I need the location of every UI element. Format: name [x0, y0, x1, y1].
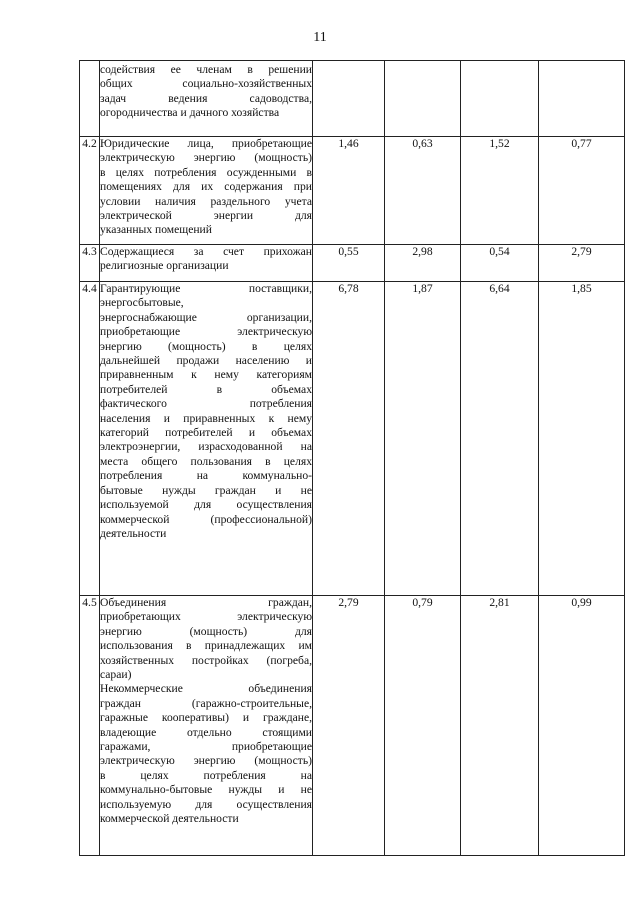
description-line: электрическую энергию (мощность) — [100, 151, 312, 165]
tariff-value: 0,63 — [385, 137, 461, 245]
description-line: Некоммерческие объединения — [100, 682, 312, 696]
consumer-description — [100, 137, 313, 245]
tariff-value: 2,79 — [539, 245, 625, 282]
description-line: населения и приравненных к нему — [100, 411, 312, 425]
row-number — [80, 61, 100, 137]
description-line: приобретающие электрическую — [100, 325, 312, 339]
tariff-value: 1,87 — [385, 282, 461, 596]
description-line: владеющие отдельно стоящими — [100, 725, 312, 739]
description-line: использования в принадлежащих им — [100, 639, 312, 653]
description-line: граждан (гаражно-строительные, — [100, 696, 312, 710]
description-line: электрической энергии для — [100, 209, 312, 223]
consumer-description — [100, 245, 313, 282]
description-line: задач ведения садоводства, — [100, 91, 312, 105]
tariff-value: 1,52 — [461, 137, 539, 245]
tariff-value: 2,98 — [385, 245, 461, 282]
description-line: указанных помещений — [100, 223, 212, 237]
consumer-description — [100, 61, 313, 137]
consumer-description — [100, 282, 313, 596]
description-line: коммерческой деятельности — [100, 812, 239, 826]
description-line: дальнейшей продажи населению и — [100, 354, 312, 368]
description-line: Юридические лица, приобретающие — [100, 137, 312, 150]
description-line: категорий потребителей и объемах — [100, 426, 312, 440]
description-line: приобретающих электрическую — [100, 610, 312, 624]
tariff-table — [79, 60, 625, 856]
row-number: 4.4 — [80, 282, 100, 596]
description-line: используемой для осуществления — [100, 498, 312, 512]
description-line: условии наличия раздельного учета — [100, 194, 312, 208]
tariff-value: 1,85 — [539, 282, 625, 596]
description-line: Содержащиеся за счет прихожан — [100, 245, 312, 258]
page-number: 11 — [313, 30, 327, 45]
description-line: гаражные кооперативы) и граждане, — [100, 711, 312, 725]
table-row — [80, 596, 625, 856]
description-line: помещениях для их содержания при — [100, 180, 312, 194]
description-line: используемую для осуществления — [100, 797, 312, 811]
table-row — [80, 137, 625, 245]
description-line: общих социально-хозяйственных — [100, 77, 312, 91]
description-line: потребления на коммунально- — [100, 469, 312, 483]
description-line: электроэнергии, израсходованной на — [100, 440, 312, 454]
tariff-value: 6,78 — [313, 282, 385, 596]
description-line: энергию (мощность) для — [100, 624, 312, 638]
description-line: энергию (мощность) в целях — [100, 339, 312, 353]
tariff-value — [313, 61, 385, 137]
description-line: деятельности — [100, 526, 167, 540]
description-line: хозяйственных постройках (погреба, — [100, 653, 312, 667]
row-number: 4.3 — [80, 245, 100, 282]
row-number: 4.5 — [80, 596, 100, 856]
tariff-value: 0,54 — [461, 245, 539, 282]
description-line: сараи) — [100, 668, 132, 682]
description-line: гаражами, приобретающие — [100, 740, 312, 754]
consumer-description — [100, 596, 313, 856]
description-line: энергоснабжающие организации, — [100, 310, 312, 324]
tariff-value: 0,99 — [539, 596, 625, 856]
description-line: огородничества и дачного хозяйства — [100, 106, 280, 120]
description-line: электрическую энергию (мощность) — [100, 754, 312, 768]
tariff-value: 1,46 — [313, 137, 385, 245]
tariff-value — [385, 61, 461, 137]
description-line: фактического потребления — [100, 397, 312, 411]
row-number: 4.2 — [80, 137, 100, 245]
tariff-value: 0,77 — [539, 137, 625, 245]
tariff-value — [539, 61, 625, 137]
description-line: бытовые нужды граждан и не — [100, 483, 312, 497]
description-line: места общего пользования в целях — [100, 454, 312, 468]
description-line: приравненным к нему категориям — [100, 368, 312, 382]
table-row — [80, 61, 625, 137]
description-line: Объединения граждан, — [100, 596, 312, 609]
description-line: в целях потребления осужденными в — [100, 165, 312, 179]
description-line: коммерческой (профессиональной) — [100, 512, 312, 526]
table-row — [80, 245, 625, 282]
table-row — [80, 282, 625, 596]
description-line: в целях потребления на — [100, 768, 312, 782]
tariff-value: 0,55 — [313, 245, 385, 282]
description-line: Гарантирующие поставщики, — [100, 282, 312, 295]
description-line: потребителей в объемах — [100, 382, 312, 396]
description-line: энергосбытовые, — [100, 296, 184, 310]
tariff-value: 0,79 — [385, 596, 461, 856]
tariff-value: 2,79 — [313, 596, 385, 856]
tariff-value — [461, 61, 539, 137]
description-line: содействия ее членам в решении — [100, 63, 312, 76]
tariff-value: 2,81 — [461, 596, 539, 856]
description-line: религиозные организации — [100, 259, 229, 273]
tariff-value: 6,64 — [461, 282, 539, 596]
description-line: коммунально-бытовые нужды и не — [100, 783, 312, 797]
